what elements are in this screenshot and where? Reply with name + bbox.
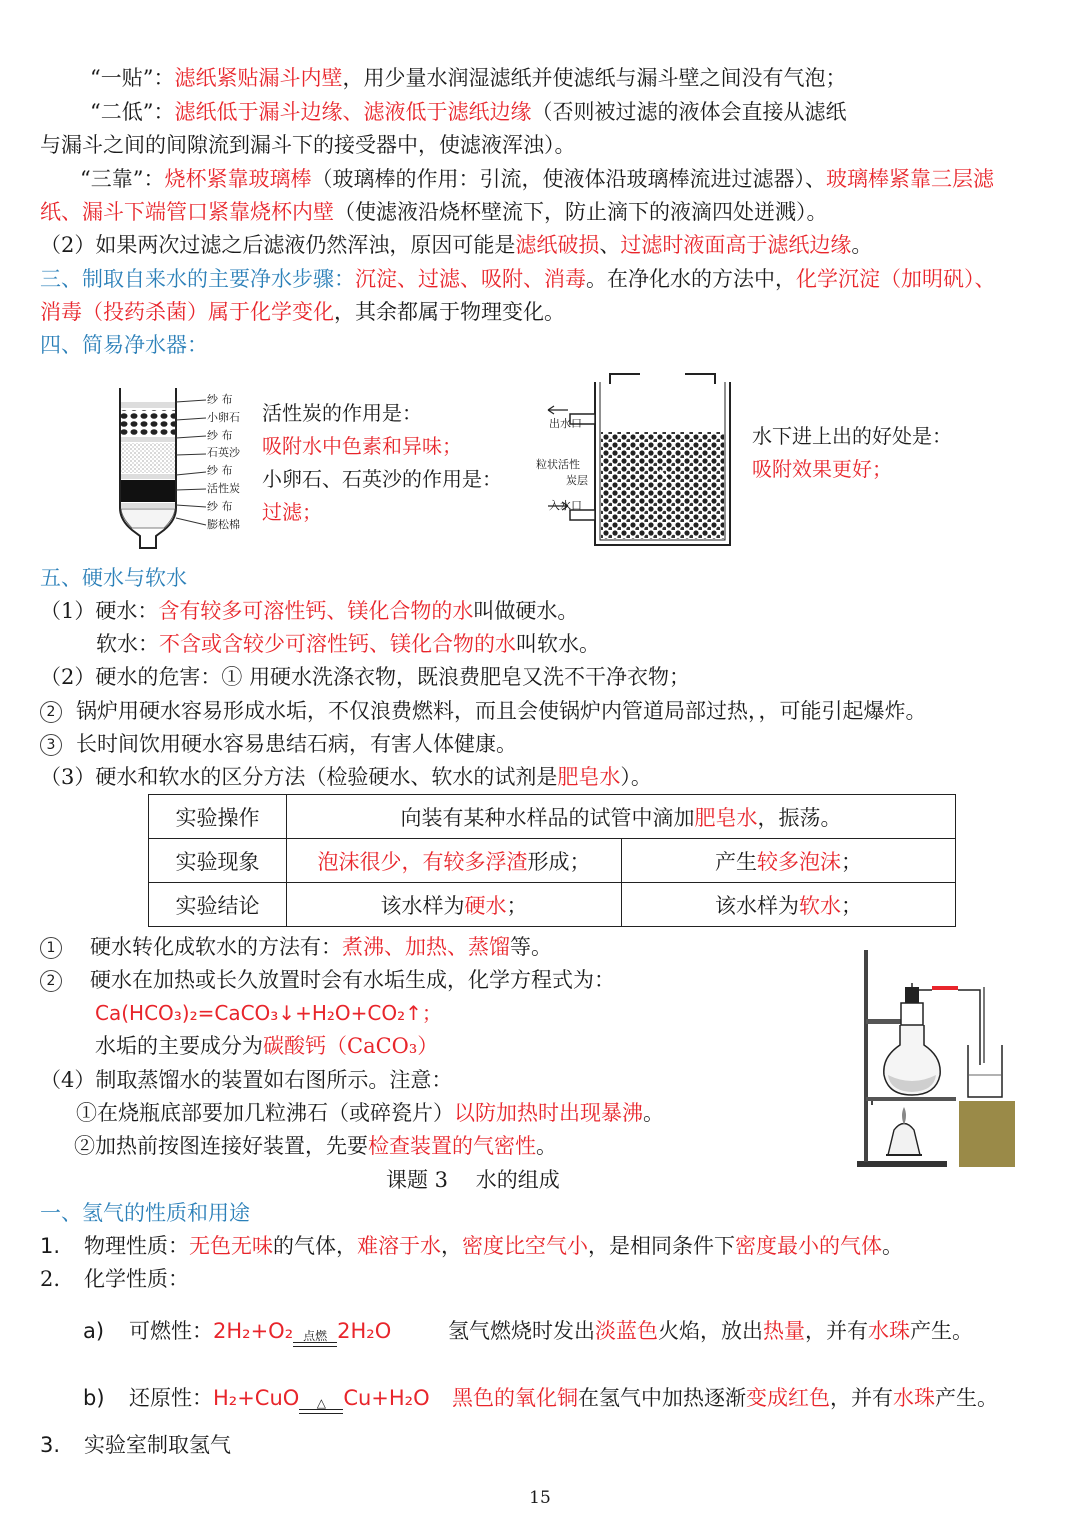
- distill1-red: 以防加热时出现暴沸: [454, 1101, 643, 1125]
- layer-label: 石英沙: [207, 446, 240, 460]
- table-row: [149, 795, 956, 839]
- layer-label: 纱 布: [207, 428, 233, 442]
- lean-red3: 纸、漏斗下端管口紧靠烧杯内壁: [40, 200, 334, 224]
- lean-line: [80, 164, 994, 194]
- section3-steps: 沉淀、过滤、吸附、消毒: [355, 267, 586, 291]
- scale-line: [40, 965, 615, 995]
- b-desc-red2: 变成红色: [746, 1386, 830, 1410]
- a-desc-red3: 水珠: [868, 1319, 910, 1343]
- layer-label: 纱 布: [207, 393, 233, 406]
- scale-main-pre: 水垢的主要成分为: [95, 1034, 263, 1058]
- circle-number-1b: 1: [40, 937, 62, 959]
- conv-red: 煮沸、加热、蒸馏: [342, 935, 510, 959]
- q2-line: [40, 230, 872, 260]
- layer-label: 膨松棉: [207, 517, 240, 531]
- low-label: “二低”：: [90, 100, 175, 124]
- q2-red1: 滤纸破损: [515, 233, 600, 257]
- operation-cell: [287, 795, 956, 839]
- phenomenon-soft: [622, 839, 956, 883]
- b-desc-red1: 黑色的氧化铜: [452, 1386, 578, 1410]
- harm-line-3: [40, 729, 517, 759]
- lean-label: “三靠”：: [80, 167, 165, 191]
- p2-text: 化学性质：: [84, 1267, 189, 1291]
- distill2-end: 。: [536, 1134, 557, 1158]
- tie-rest: ，用少量水润湿滤纸并使滤纸与漏斗壁之间没有气泡；: [342, 66, 847, 90]
- low-line-2: [40, 130, 576, 160]
- table-row: [149, 883, 956, 927]
- layer-label: 纱 布: [207, 499, 233, 513]
- heat-condition: [299, 1397, 343, 1414]
- conclusion-hard: [287, 883, 622, 927]
- harm3: 长时间饮用硬水容易患结石病，有害人体健康。: [76, 732, 517, 756]
- co-soft-end: ；: [841, 893, 862, 918]
- section3-heading: 三、制取自来水的主要净水步骤：: [40, 267, 355, 291]
- a-desc-end: 产生。: [910, 1319, 973, 1343]
- tie-line: [90, 63, 846, 93]
- q2-end: 。: [851, 233, 873, 257]
- tie-label: “一贴”：: [90, 66, 175, 90]
- combustion-description: [448, 1316, 973, 1346]
- circle-number-2b: 2: [40, 970, 62, 992]
- ignite-condition: [293, 1330, 337, 1347]
- b-label: b): [83, 1386, 105, 1410]
- section3-mid: 。在净化水的方法中，: [586, 267, 796, 291]
- circle-number-2: 2: [40, 701, 62, 723]
- conv-end: 等。: [510, 935, 552, 959]
- hard-end: 叫做硬水。: [473, 599, 579, 623]
- stone-question: 小卵石、石英沙的作用是：: [262, 467, 502, 491]
- circle-number-3: 3: [40, 734, 62, 756]
- lab-preparation-line: [40, 1430, 231, 1460]
- distill-note-2: [74, 1131, 557, 1161]
- distillation-apparatus: [852, 945, 1022, 1170]
- a-left: 2H₂+O₂: [213, 1319, 294, 1343]
- p1-num: 1.: [40, 1234, 61, 1258]
- carbon-answer: 吸附水中色素和异味；: [262, 434, 462, 458]
- low-red: 滤纸低于漏斗边缘、滤液低于滤纸边缘: [174, 100, 532, 124]
- low-rest2: 与漏斗之间的间隙流到漏斗下的接受器中，使滤液浑浊）。: [40, 133, 576, 157]
- p3-num: 3.: [40, 1433, 61, 1457]
- distill1-end: 。: [643, 1101, 664, 1125]
- soft-end: 叫软水。: [516, 632, 600, 656]
- page-number: 15: [529, 1488, 551, 1508]
- row-head-conclusion: 实验结论: [149, 883, 287, 927]
- inlet-label: 入水口: [549, 499, 582, 512]
- tie-red: 滤纸紧贴漏斗内壁: [174, 66, 343, 90]
- section3-line-2: [40, 297, 565, 327]
- harm1: 用硬水洗涤衣物，既浪费肥皂又洗不干净衣物；: [249, 665, 691, 689]
- distinguish-line: [40, 762, 652, 792]
- experiment-table: [148, 794, 956, 927]
- p2-num: 2.: [40, 1267, 61, 1291]
- a-pre: 可燃性：: [129, 1319, 213, 1343]
- section3-line: [40, 264, 996, 294]
- b-desc-red3: 水珠: [893, 1386, 935, 1410]
- co-soft-pre: 该水样为: [715, 893, 799, 918]
- p1-mid3: ，是相同条件下: [588, 1234, 735, 1258]
- lean-line-2: [40, 197, 828, 227]
- b-pre: 还原性：: [129, 1386, 213, 1410]
- q2-pre: （2）如果两次过滤之后滤液仍然浑浊，原因可能是: [40, 233, 516, 257]
- b-right: Cu+H₂O: [343, 1386, 430, 1410]
- scale-main-line: [95, 1031, 438, 1061]
- benefit-question: 水下进上出的好处是：: [752, 424, 952, 448]
- reduction-description: [452, 1383, 998, 1413]
- row-head-phenomenon: 实验现象: [149, 839, 287, 883]
- op-red: 肥皂水: [694, 805, 758, 830]
- low-rest: （否则被过滤的液体会直接从滤纸: [531, 100, 847, 124]
- p1-red2: 难溶于水: [357, 1234, 441, 1258]
- p1-red1: 无色无味: [189, 1234, 273, 1258]
- hard-pre: （1）硬水：: [40, 599, 159, 623]
- p1-red4: 密度最小的气体: [735, 1234, 882, 1258]
- layer-label: 活性炭: [207, 481, 240, 495]
- hydrogen-heading: 一、氢气的性质和用途: [40, 1201, 250, 1225]
- section3-red1: 化学沉淀（加明矾）、: [796, 267, 996, 291]
- distill-note-1: [76, 1098, 664, 1128]
- soft-water-line: [96, 629, 600, 659]
- benefit-answer: 吸附效果更好；: [752, 457, 892, 481]
- distill2-pre: ②加热前按图连接好装置，先要: [74, 1134, 368, 1158]
- combustibility-line: [83, 1316, 391, 1347]
- lean-red2: 玻璃棒紧靠三层滤: [825, 167, 994, 191]
- scale-text: 硬水在加热或长久放置时会有水垢生成，化学方程式为：: [90, 968, 615, 992]
- section5-heading: 五、硬水与软水: [40, 566, 187, 590]
- outlet-label: 出水口: [549, 417, 582, 430]
- reducibility-line: [83, 1383, 430, 1414]
- distill-heading: （4）制取蒸馏水的装置如右图所示。注意：: [40, 1068, 453, 1092]
- a-desc-red2: 热量: [763, 1319, 805, 1343]
- harm-line-2: [40, 696, 927, 726]
- granule-label-1: 粒状活性: [536, 458, 580, 471]
- ph-soft-pre: 产生: [715, 849, 757, 874]
- p3-text: 实验室制取氢气: [84, 1433, 231, 1457]
- b-left: H₂+CuO: [213, 1386, 300, 1410]
- soft-pre: 软水：: [96, 632, 159, 656]
- distill2-red: 检查装置的气密性: [368, 1134, 536, 1158]
- b-cond: △: [316, 1396, 326, 1410]
- p1-red3: 密度比空气小: [462, 1234, 588, 1258]
- b-desc-mid2: ，并有: [830, 1386, 893, 1410]
- section4-heading: 四、简易净水器：: [40, 333, 208, 357]
- scale-main-red: 碳酸钙（CaCO₃）: [263, 1034, 439, 1058]
- soft-red: 不含或含较少可溶性钙、镁化合物的水: [159, 632, 516, 656]
- low-line: [90, 97, 846, 127]
- p1-pre: 物理性质：: [84, 1234, 189, 1258]
- ph-soft-end: ；: [841, 849, 862, 874]
- a-desc-mid2: ，并有: [805, 1319, 868, 1343]
- ph-hard-red: 泡沫很少，有较多浮渣: [317, 849, 528, 874]
- carbon-question: 活性炭的作用是：: [262, 401, 422, 425]
- dist-end: ）。: [620, 765, 652, 789]
- purifier-layer-labels: [207, 391, 240, 533]
- a-desc-pre: 氢气燃烧时发出: [448, 1319, 595, 1343]
- row-head-operation: 实验操作: [149, 795, 287, 839]
- physical-properties-line: [40, 1231, 903, 1261]
- a-label: a): [83, 1319, 105, 1343]
- p1-mid1: 的气体，: [273, 1234, 357, 1258]
- lean-mid: （玻璃棒的作用：引流，使液体沿玻璃棒流进过滤器）、: [311, 167, 826, 191]
- hard-red: 含有较多可溶性钙、镁化合物的水: [158, 599, 474, 623]
- co-hard-red: 硬水: [464, 893, 507, 918]
- stone-answer: 过滤；: [262, 500, 322, 524]
- ph-soft-red: 较多泡沫: [757, 849, 841, 874]
- section3-red2: 消毒（投药杀菌）属于化学变化: [40, 300, 334, 324]
- section3-rest: ，其余都属于物理变化。: [334, 300, 565, 324]
- dist-pre: （3）硬水和软水的区分方法（检验硬水、软水的试剂是: [40, 765, 558, 789]
- q2-red2: 过滤时液面高于滤纸边缘: [620, 233, 852, 257]
- a-right: 2H₂O: [337, 1319, 392, 1343]
- layer-label: 小卵石: [207, 410, 240, 424]
- harm-line-1: [40, 662, 690, 692]
- co-hard-end: ；: [506, 893, 528, 918]
- lean-red1: 烧杯紧靠玻璃棒: [164, 167, 312, 191]
- conv-pre: 硬水转化成软水的方法有：: [90, 935, 342, 959]
- scale-equation: Ca(HCO₃)₂=CaCO₃↓+H₂O+CO₂↑；: [95, 1001, 442, 1025]
- circle-number-1: ①: [221, 665, 243, 689]
- chemical-properties-line: [40, 1264, 189, 1294]
- convert-line: [40, 932, 552, 962]
- distill1-pre: ①在烧瓶底部要加几粒沸石（或碎瓷片）: [76, 1101, 454, 1125]
- hard-water-line: [40, 596, 578, 626]
- dist-red: 肥皂水: [557, 765, 621, 789]
- conclusion-soft: [622, 883, 956, 927]
- ph-hard-end: 形成；: [527, 849, 591, 874]
- a-desc-mid1: 火焰，放出: [658, 1319, 763, 1343]
- co-hard-pre: 该水样为: [380, 893, 465, 918]
- lean-rest: （使滤液沿烧杯壁流下，防止滴下的液滴四处迸溅）。: [334, 200, 828, 224]
- q2-sep: 、: [599, 233, 621, 257]
- op-pre: 向装有某种水样品的试管中滴加: [400, 805, 695, 830]
- table-row: [149, 839, 956, 883]
- p1-mid2: ，: [441, 1234, 462, 1258]
- harm-pre: （2）硬水的危害：: [40, 665, 222, 689]
- granule-label-2: 炭层: [566, 474, 588, 487]
- a-desc-red1: 淡蓝色: [595, 1319, 658, 1343]
- p1-end: 。: [882, 1234, 903, 1258]
- b-desc-mid1: 在氢气中加热逐渐: [578, 1386, 746, 1410]
- a-cond: 点燃: [303, 1329, 328, 1343]
- op-end: ，振荡。: [757, 805, 842, 830]
- co-soft-red: 软水: [799, 893, 841, 918]
- phenomenon-hard: [287, 839, 622, 883]
- lesson-title: 课题 3 水的组成: [386, 1168, 560, 1192]
- layer-label: 纱 布: [207, 464, 233, 478]
- harm2: 锅炉用硬水容易形成水垢，不仅浪费燃料，而且会使锅炉内管道局部过热，，可能引起爆炸。: [76, 699, 927, 723]
- b-desc-end: 产生。: [935, 1386, 998, 1410]
